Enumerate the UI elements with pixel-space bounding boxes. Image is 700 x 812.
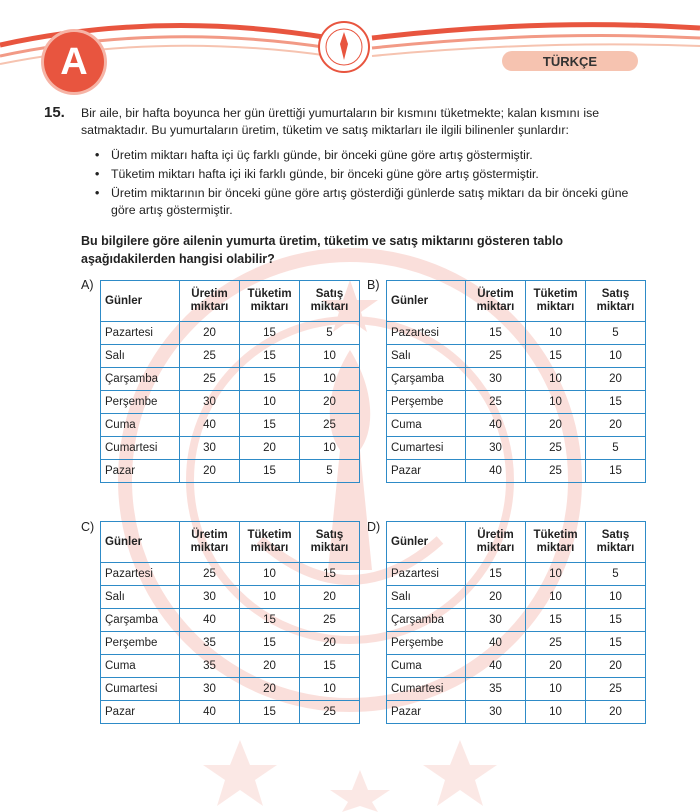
condition-text: Üretim miktarının bir önceki güne göre artış gösterdiği günlerde satış miktarı da bir önceki güne göre artış göstermiştir.	[111, 186, 629, 217]
sales-cell: 15	[586, 460, 646, 483]
sales-cell: 20	[586, 368, 646, 391]
condition-item	[95, 185, 635, 219]
sales-cell: 10	[300, 345, 360, 368]
production-cell: 40	[180, 414, 240, 437]
option-a-table[interactable]	[100, 280, 360, 483]
production-cell: 35	[180, 655, 240, 678]
consumption-cell: 25	[526, 437, 586, 460]
bullet-icon: •	[95, 148, 100, 162]
day-cell: Pazar	[101, 701, 180, 724]
day-cell: Perşembe	[387, 632, 466, 655]
production-cell: 15	[466, 563, 526, 586]
sales-cell: 5	[586, 322, 646, 345]
day-cell: Salı	[101, 345, 180, 368]
table-header-row	[101, 281, 360, 322]
table-row	[387, 678, 646, 701]
sales-cell: 5	[300, 322, 360, 345]
option-table	[386, 521, 646, 724]
table-header-row	[387, 522, 646, 563]
production-cell: 20	[180, 322, 240, 345]
table-row	[101, 586, 360, 609]
table-row	[387, 563, 646, 586]
table-row	[387, 460, 646, 483]
bullet-icon: •	[95, 186, 100, 200]
production-cell: 30	[466, 701, 526, 724]
table-row	[101, 391, 360, 414]
day-cell: Cuma	[387, 655, 466, 678]
table-row	[387, 632, 646, 655]
sales-cell: 15	[300, 563, 360, 586]
consumption-cell: 15	[240, 701, 300, 724]
production-cell: 25	[180, 563, 240, 586]
consumption-cell: 20	[240, 655, 300, 678]
consumption-cell: 15	[240, 345, 300, 368]
column-header: Tüketim miktarı	[240, 522, 300, 563]
sales-cell: 10	[300, 437, 360, 460]
production-cell: 30	[466, 368, 526, 391]
sales-cell: 20	[300, 586, 360, 609]
day-cell: Çarşamba	[101, 609, 180, 632]
production-cell: 20	[466, 586, 526, 609]
column-header: Satış miktarı	[586, 281, 646, 322]
consumption-cell: 10	[240, 391, 300, 414]
consumption-cell: 15	[240, 368, 300, 391]
production-cell: 25	[180, 368, 240, 391]
day-cell: Çarşamba	[387, 609, 466, 632]
day-cell: Cuma	[101, 414, 180, 437]
table-row	[101, 632, 360, 655]
table-row	[387, 609, 646, 632]
day-cell: Pazar	[387, 701, 466, 724]
production-cell: 15	[466, 322, 526, 345]
consumption-cell: 15	[240, 322, 300, 345]
day-cell: Pazartesi	[101, 563, 180, 586]
sales-cell: 20	[586, 414, 646, 437]
option-c-label[interactable]: C)	[81, 520, 95, 534]
sales-cell: 25	[300, 701, 360, 724]
column-header: Üretim miktarı	[466, 281, 526, 322]
sales-cell: 10	[300, 678, 360, 701]
day-cell: Perşembe	[387, 391, 466, 414]
consumption-cell: 25	[526, 460, 586, 483]
column-header: Üretim miktarı	[466, 522, 526, 563]
column-header: Günler	[101, 281, 180, 322]
sales-cell: 15	[586, 609, 646, 632]
table-row	[101, 322, 360, 345]
sales-cell: 5	[586, 437, 646, 460]
option-a-label[interactable]: A)	[81, 278, 94, 292]
production-cell: 40	[466, 414, 526, 437]
day-cell: Pazartesi	[101, 322, 180, 345]
consumption-cell: 10	[526, 586, 586, 609]
table-row	[101, 655, 360, 678]
consumption-cell: 10	[240, 586, 300, 609]
table-row	[101, 609, 360, 632]
table-row	[101, 414, 360, 437]
condition-item	[95, 166, 635, 183]
day-cell: Cumartesi	[101, 678, 180, 701]
production-cell: 40	[466, 460, 526, 483]
production-cell: 40	[466, 632, 526, 655]
day-cell: Salı	[101, 586, 180, 609]
production-cell: 20	[180, 460, 240, 483]
option-d-table[interactable]	[386, 521, 646, 724]
sales-cell: 5	[300, 460, 360, 483]
table-row	[387, 345, 646, 368]
production-cell: 25	[180, 345, 240, 368]
column-header: Tüketim miktarı	[526, 522, 586, 563]
table-row	[101, 563, 360, 586]
sales-cell: 20	[586, 701, 646, 724]
day-cell: Cumartesi	[101, 437, 180, 460]
production-cell: 30	[466, 437, 526, 460]
sales-cell: 25	[300, 414, 360, 437]
day-cell: Cumartesi	[387, 678, 466, 701]
condition-item	[95, 147, 635, 164]
production-cell: 30	[180, 391, 240, 414]
day-cell: Pazartesi	[387, 563, 466, 586]
sales-cell: 20	[586, 655, 646, 678]
sales-cell: 15	[300, 655, 360, 678]
table-row	[101, 460, 360, 483]
column-header: Üretim miktarı	[180, 522, 240, 563]
consumption-cell: 15	[240, 609, 300, 632]
column-header: Günler	[387, 281, 466, 322]
question-stem: Bir aile, bir hafta boyunca her gün ürettiği yumurtaların bir kısmını tüketmekte; kalan kısmını ise satmaktadır. Bu yumurtaların üretim, tüketim ve satış miktarları ile ilgili bilinenler şunlardır:	[81, 106, 600, 137]
sales-cell: 10	[300, 368, 360, 391]
day-cell: Cumartesi	[387, 437, 466, 460]
production-cell: 30	[180, 678, 240, 701]
column-header: Günler	[101, 522, 180, 563]
production-cell: 30	[180, 586, 240, 609]
subject-label: TÜRKÇE	[502, 51, 638, 71]
option-b-label[interactable]: B)	[367, 278, 380, 292]
consumption-cell: 10	[526, 322, 586, 345]
option-table	[100, 521, 360, 724]
consumption-cell: 10	[526, 368, 586, 391]
ministry-seal-icon	[317, 20, 371, 74]
option-table	[386, 280, 646, 483]
table-row	[387, 414, 646, 437]
sales-cell: 25	[586, 678, 646, 701]
consumption-cell: 20	[526, 414, 586, 437]
day-cell: Salı	[387, 345, 466, 368]
condition-text: Üretim miktarı hafta içi üç farklı günde, bir önceki güne göre artış göstermiştir.	[111, 148, 533, 162]
consumption-cell: 15	[240, 632, 300, 655]
consumption-cell: 15	[526, 345, 586, 368]
column-header: Tüketim miktarı	[240, 281, 300, 322]
consumption-cell: 20	[526, 655, 586, 678]
table-row	[101, 368, 360, 391]
day-cell: Perşembe	[101, 391, 180, 414]
table-row	[387, 655, 646, 678]
consumption-cell: 20	[240, 437, 300, 460]
page-header	[0, 0, 700, 100]
table-row	[387, 322, 646, 345]
consumption-cell: 10	[526, 391, 586, 414]
consumption-cell: 10	[526, 701, 586, 724]
table-row	[101, 437, 360, 460]
condition-list	[95, 147, 635, 221]
sales-cell: 10	[586, 586, 646, 609]
sales-cell: 20	[300, 632, 360, 655]
production-cell: 40	[180, 609, 240, 632]
sales-cell: 5	[586, 563, 646, 586]
production-cell: 35	[180, 632, 240, 655]
consumption-cell: 15	[240, 414, 300, 437]
bullet-icon: •	[95, 167, 100, 181]
day-cell: Perşembe	[101, 632, 180, 655]
consumption-cell: 10	[526, 563, 586, 586]
day-cell: Çarşamba	[387, 368, 466, 391]
table-row	[387, 586, 646, 609]
sales-cell: 10	[586, 345, 646, 368]
day-cell: Pazartesi	[387, 322, 466, 345]
table-row	[387, 391, 646, 414]
consumption-cell: 15	[240, 460, 300, 483]
column-header: Satış miktarı	[300, 281, 360, 322]
table-row	[387, 437, 646, 460]
day-cell: Cuma	[101, 655, 180, 678]
table-row	[387, 368, 646, 391]
consumption-cell: 10	[526, 678, 586, 701]
production-cell: 30	[466, 609, 526, 632]
sales-cell: 15	[586, 632, 646, 655]
column-header: Satış miktarı	[586, 522, 646, 563]
option-table	[100, 280, 360, 483]
day-cell: Salı	[387, 586, 466, 609]
table-header-row	[387, 281, 646, 322]
production-cell: 35	[466, 678, 526, 701]
consumption-cell: 25	[526, 632, 586, 655]
sales-cell: 25	[300, 609, 360, 632]
option-b-table[interactable]	[386, 280, 646, 483]
option-d-label[interactable]: D)	[367, 520, 381, 534]
sales-cell: 20	[300, 391, 360, 414]
production-cell: 25	[466, 345, 526, 368]
day-cell: Cuma	[387, 414, 466, 437]
day-cell: Çarşamba	[101, 368, 180, 391]
table-row	[101, 678, 360, 701]
production-cell: 30	[180, 437, 240, 460]
production-cell: 40	[466, 655, 526, 678]
production-cell: 25	[466, 391, 526, 414]
table-row	[101, 345, 360, 368]
question-number: 15.	[44, 104, 65, 121]
column-header: Üretim miktarı	[180, 281, 240, 322]
table-row	[387, 701, 646, 724]
day-cell: Pazar	[101, 460, 180, 483]
table-header-row	[101, 522, 360, 563]
consumption-cell: 15	[526, 609, 586, 632]
production-cell: 40	[180, 701, 240, 724]
consumption-cell: 10	[240, 563, 300, 586]
table-row	[101, 701, 360, 724]
booklet-badge: A	[44, 32, 104, 92]
column-header: Satış miktarı	[300, 522, 360, 563]
question-prompt: Bu bilgilere göre ailenin yumurta üretim, tüketim ve satış miktarını gösteren tablo aşağıdakilerden hangisi olabilir?	[81, 234, 564, 266]
consumption-cell: 20	[240, 678, 300, 701]
sales-cell: 15	[586, 391, 646, 414]
option-c-table[interactable]	[100, 521, 360, 724]
day-cell: Pazar	[387, 460, 466, 483]
condition-text: Tüketim miktarı hafta içi iki farklı günde, bir önceki güne göre artış göstermiştir.	[111, 167, 539, 181]
column-header: Günler	[387, 522, 466, 563]
column-header: Tüketim miktarı	[526, 281, 586, 322]
